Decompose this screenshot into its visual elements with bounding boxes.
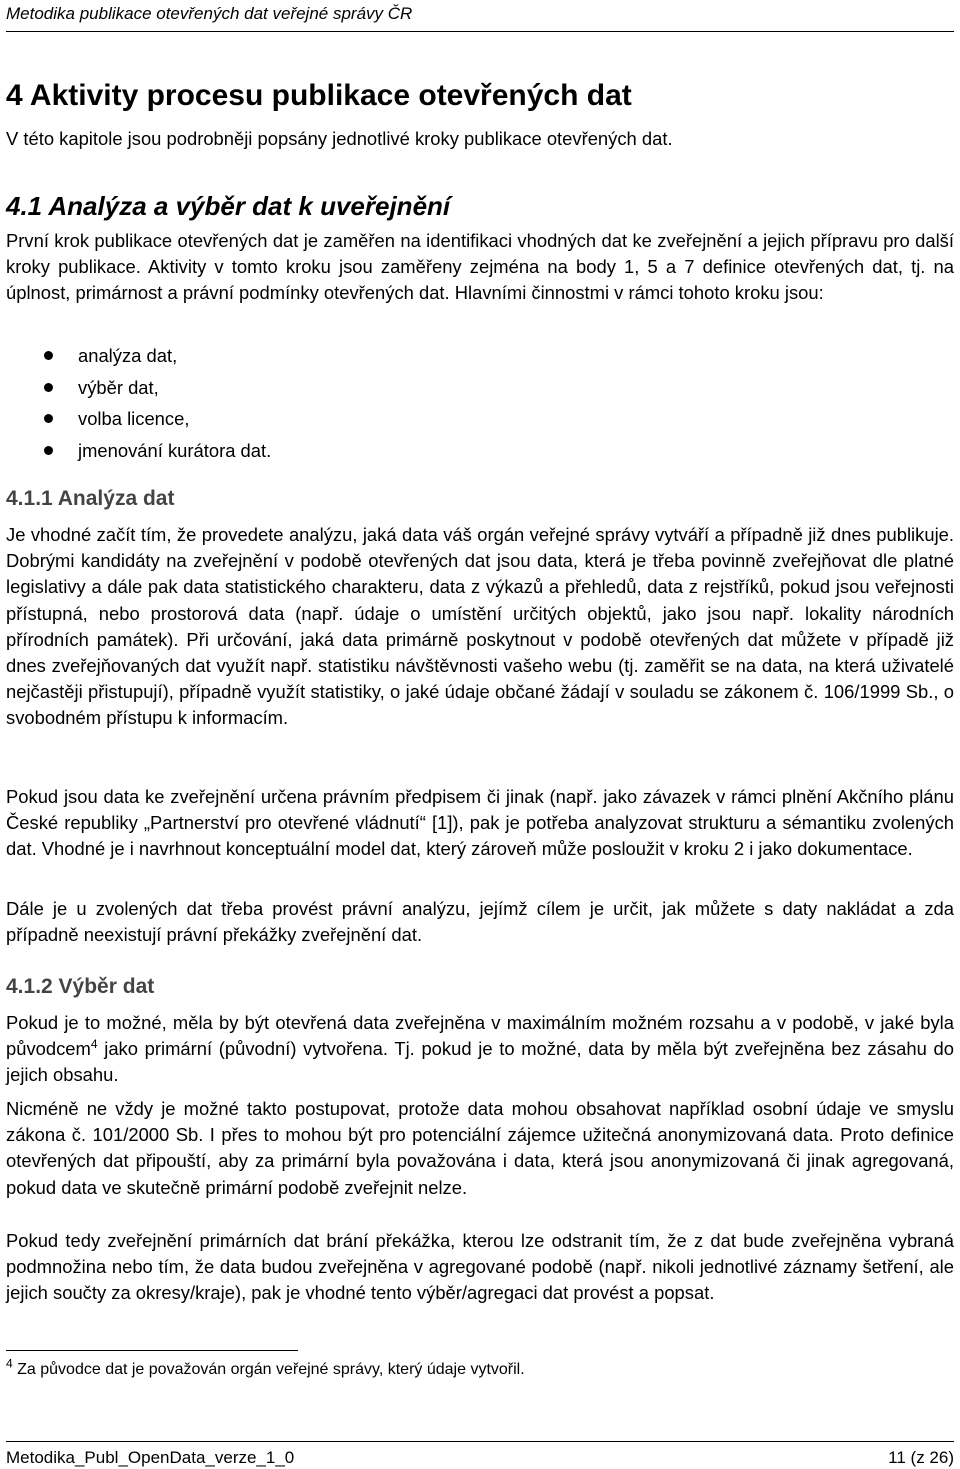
page-number: 11 (z 26) (888, 1448, 954, 1467)
bullet-icon (44, 351, 53, 360)
selection-paragraph-1 (6, 1010, 954, 1089)
list-item-text: volba licence, (78, 408, 190, 429)
section-heading: 4 Aktivity procesu publikace otevřených dat (6, 79, 632, 112)
selection-paragraph-2: Nicméně ne vždy je možné takto postupovat, protože data mohou obsahovat například osobní údaje ve smyslu zákona č. 101/2000 Sb. I přes to mohou být pro potenciální zájemce užitečná anonymizovaná data. Proto definice otevřených dat připouští, aby za primární byla považována i data, která jsou anonymizovaná či jinak agregovaná, pokud data ve skutečně primární podobě zveřejnit nelze. (6, 1098, 954, 1198)
selection-paragraph-1-end: jako primární (původní) vytvořena. Tj. pokud je to možné, data by měla být zveřejněna bez zásahu do jejich obsahu. (6, 1038, 954, 1086)
footnote-reference: 4 (90, 1037, 98, 1052)
selection-paragraph-3: Pokud tedy zveřejnění primárních dat brání překážka, kterou lze odstranit tím, že z dat bude zveřejněna vybraná podmnožina nebo tím, že data budou zveřejněna v agregované podobě (např. nikoli jednotlivé záznamy šetření, ale jejich součty za okresy/kraje), pak je vhodné tento výběr/agregaci dat provést a popsat. (6, 1230, 954, 1304)
analysis-paragraph-1: Je vhodné začít tím, že provedete analýzu, jaká data váš orgán veřejné správy vytváří a případně již dnes publikuje. Dobrými kandidáty na zveřejnění v podobě otevřených dat jsou data, která je třeba povinně zveřejňovat dle platné legislativy a dále pak data statistického charakteru, data z výkazů a přehledů, data z rejstříků, pokud jsou veřejnosti přístupná, nebo prostorová data (např. údaje o umístění určitých objektů, jako jsou např. lokality národních přírodních památek). Při určování, jaká data primárně poskytnout v podobě otevřených dat můžete v případě již dnes zveřejňovaných dat využít např. statistiku návštěvnosti vašeho webu (tj. zaměřit se na data, na která uživatelé nejčastěji přistupují), případně využít statistiky, o jaké údaje občané žádají v souladu se zákonem č. 106/1999 Sb., o svobodném přístupu k informacím. (6, 524, 954, 729)
footnote-mark: 4 (6, 1356, 13, 1371)
list-item-text: jmenování kurátora dat. (78, 439, 272, 461)
analysis-heading: 4.1.1 Analýza dat (6, 487, 175, 510)
selection-heading: 4.1.2 Výběr dat (6, 975, 155, 998)
analysis-paragraph-3: Dále je u zvolených dat třeba provést právní analýzu, jejímž cílem je určit, jak můžete s daty nakládat a zda případně neexistují právní překážky zveřejnění dat. (6, 898, 954, 946)
analysis-paragraph-2: Pokud jsou data ke zveřejnění určena právním předpisem či jinak (např. jako závazek v rámci plnění Akčního plánu České republiky „Partnerství pro otevřené vládnutí“ [1]), pak je potřeba analyzovat strukturu a sémantiku zvolených dat. Vhodné je i navrhnout konceptuální model dat, který zároveň může posloužit v kroku 2 i jako dokumentace. (6, 786, 954, 860)
running-header: Metodika publikace otevřených dat veřejné správy ČR (6, 3, 954, 32)
list-item (6, 340, 906, 372)
selection-paragraph-1-start: Pokud je to možné, měla by být otevřená data zveřejněna v maximálním možném rozsahu a v podobě, v jaké byla původcem (6, 1012, 954, 1060)
bullet-icon (44, 446, 53, 455)
list-item-text: analýza dat, (78, 345, 178, 366)
activity-list (6, 340, 906, 466)
list-item (6, 372, 906, 404)
document-id: Metodika_Publ_OpenData_verze_1_0 (6, 1448, 295, 1467)
bullet-icon (44, 383, 53, 392)
footnote-divider (6, 1350, 298, 1351)
running-footer (6, 1441, 954, 1469)
list-item-text: výběr dat, (78, 376, 159, 398)
bullet-icon (44, 414, 53, 423)
subsection-heading: 4.1 Analýza a výběr dat k uveřejnění (6, 191, 451, 221)
footnote-text: Za původce dat je považován orgán veřejné správy, který údaje vytvořil. (12, 1361, 525, 1378)
footnote (6, 1358, 525, 1382)
list-item (6, 435, 906, 467)
section-intro: V této kapitole jsou podrobněji popsány jednotlivé kroky publikace otevřených dat. (6, 128, 673, 149)
list-item (6, 403, 906, 435)
subsection-paragraph: První krok publikace otevřených dat je zaměřen na identifikaci vhodných dat ke zveřejnění a jejich přípravu pro další kroky publikace. Aktivity v tomto kroku jsou zaměřeny zejména na body 1, 5 a 7 definice otevřených dat, tj. na úplnost, primárnost a právní podmínky otevřených dat. Hlavními činnostmi v rámci tohoto kroku jsou: (6, 230, 954, 304)
